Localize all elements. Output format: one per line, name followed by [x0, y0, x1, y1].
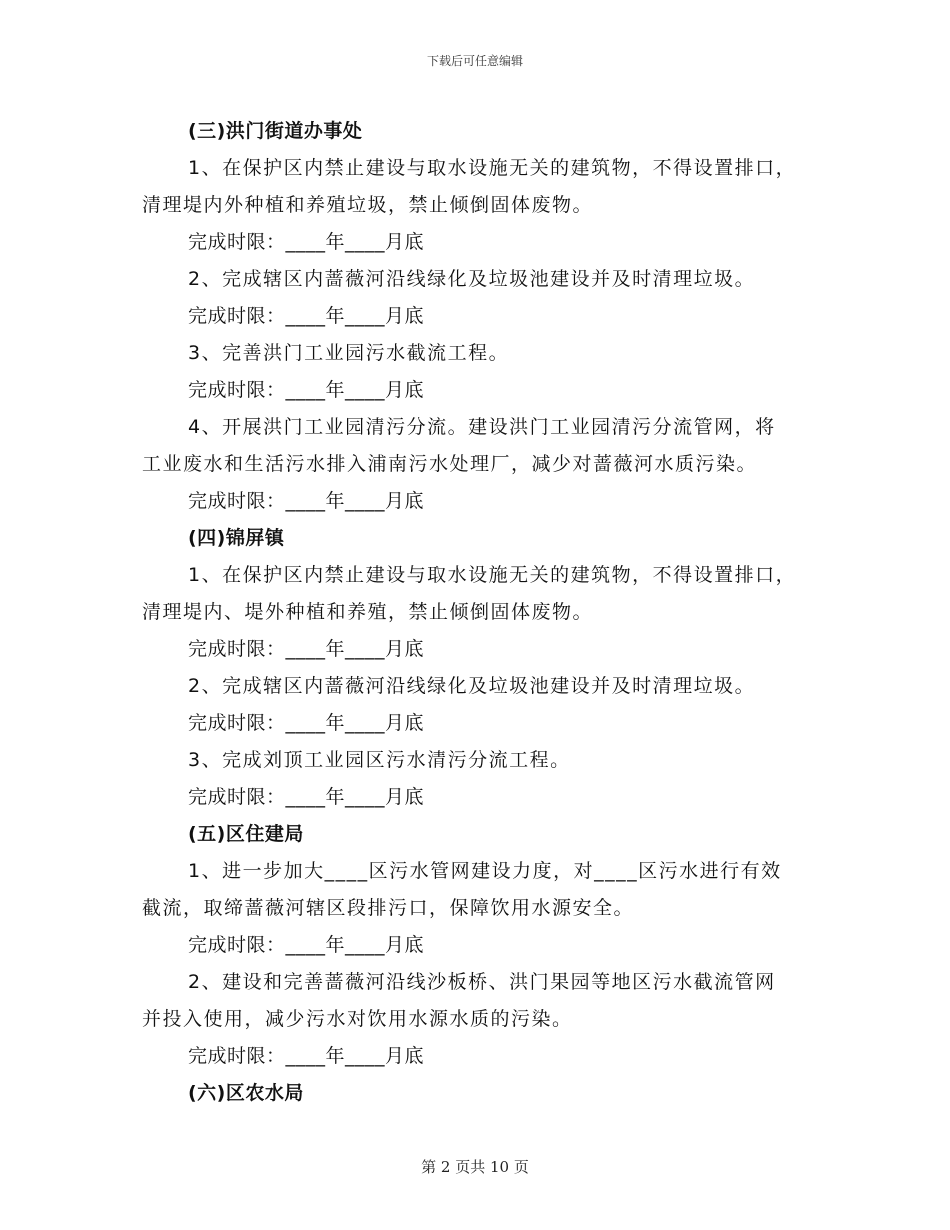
paragraph-line: 清理堤内外种植和养殖垃圾，禁止倾倒固体废物。 — [142, 194, 594, 216]
paragraph-line: 2、建设和完善蔷薇河沿线沙板桥、洪门果园等地区污水截流管网 — [188, 971, 776, 993]
paragraph-line: 3、完善洪门工业园污水截流工程。 — [188, 342, 510, 364]
deadline-line: 完成时限：____年____月底 — [188, 305, 425, 327]
deadline-line: 完成时限：____年____月底 — [188, 231, 425, 253]
section-heading: (三)洪门街道办事处 — [188, 120, 363, 142]
deadline-line: 完成时限：____年____月底 — [188, 786, 425, 808]
deadline-line: 完成时限：____年____月底 — [188, 490, 425, 512]
deadline-line: 完成时限：____年____月底 — [188, 379, 425, 401]
deadline-line: 完成时限：____年____月底 — [188, 712, 425, 734]
paragraph-line: 并投入使用，减少污水对饮用水源水质的污染。 — [142, 1008, 573, 1030]
paragraph-line: 1、在保护区内禁止建设与取水设施无关的建筑物，不得设置排口， — [188, 564, 797, 586]
paragraph-line: 2、完成辖区内蔷薇河沿线绿化及垃圾池建设并及时清理垃圾。 — [188, 268, 756, 290]
paragraph-line: 截流，取缔蔷薇河辖区段排污口，保障饮用水源安全。 — [142, 897, 635, 919]
section-heading: (五)区住建局 — [188, 823, 304, 845]
paragraph-line: 1、在保护区内禁止建设与取水设施无关的建筑物，不得设置排口， — [188, 157, 797, 179]
page-header: 下载后可任意编辑 — [426, 54, 523, 68]
paragraph-line: 1、进一步加大____区污水管网建设力度，对____区污水进行有效 — [188, 860, 782, 882]
paragraph-line: 2、完成辖区内蔷薇河沿线绿化及垃圾池建设并及时清理垃圾。 — [188, 675, 756, 697]
paragraph-line: 3、完成刘顶工业园区污水清污分流工程。 — [188, 749, 571, 771]
paragraph-line: 4、开展洪门工业园清污分流。建设洪门工业园清污分流管网，将 — [188, 416, 776, 438]
paragraph-line: 工业废水和生活污水排入浦南污水处理厂，减少对蔷薇河水质污染。 — [142, 453, 758, 475]
deadline-line: 完成时限：____年____月底 — [188, 1045, 425, 1067]
paragraph-line: 清理堤内、堤外种植和养殖，禁止倾倒固体废物。 — [142, 601, 594, 623]
section-heading: (六)区农水局 — [188, 1082, 304, 1104]
deadline-line: 完成时限：____年____月底 — [188, 934, 425, 956]
deadline-line: 完成时限：____年____月底 — [188, 638, 425, 660]
page-footer: 第 2 页共 10 页 — [421, 1158, 529, 1176]
section-heading: (四)锦屏镇 — [188, 527, 285, 549]
